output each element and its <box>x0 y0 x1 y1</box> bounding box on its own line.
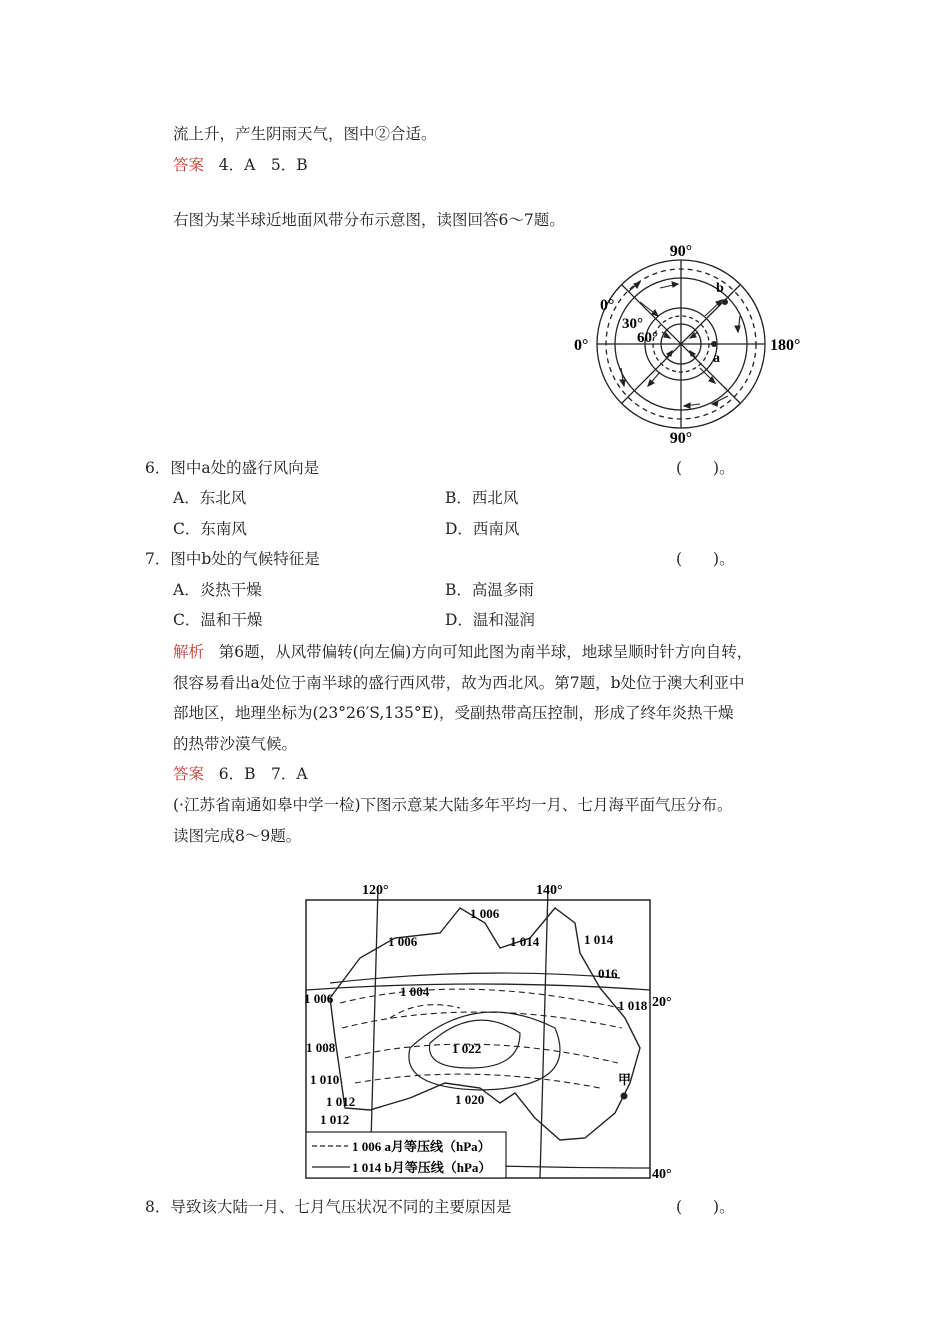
answer-text: 6．B 7．A <box>218 765 308 783</box>
question-7: 7．图中b处的气候特征是 <box>145 550 320 568</box>
label-a: a <box>713 351 720 366</box>
label-lon-140: 140° <box>536 883 563 898</box>
isobar-label: 1 006 <box>470 906 500 921</box>
question-6: 6．图中a处的盛行风向是 <box>145 459 320 477</box>
answer-line-1 <box>173 155 308 175</box>
label-90-bottom: 90° <box>669 430 693 447</box>
wind-belt-diagram <box>560 238 820 448</box>
isobar-label: 1 008 <box>306 1040 336 1055</box>
label-30: 30° <box>622 316 643 332</box>
q6-option-d: D．西南风 <box>445 520 520 538</box>
question-6-paren: ( )。 <box>676 459 735 477</box>
question-8-paren: ( )。 <box>676 1198 735 1216</box>
isobar-label-jia: 甲 <box>618 1072 632 1087</box>
q7-option-c: C．温和干燥 <box>173 611 263 629</box>
label-lat-20: 20° <box>652 995 672 1010</box>
label-0-upper: 0° <box>600 297 615 314</box>
isobar-label: 1 018 <box>618 998 648 1013</box>
q6-option-a: A．东北风 <box>173 489 247 507</box>
label-0-left: 0° <box>574 337 589 354</box>
answer-text: 4．A 5．B <box>218 156 308 174</box>
q6-option-c: C．东南风 <box>173 520 247 538</box>
intro-6-7: 右图为某半球近地面风带分布示意图，读图回答6～7题。 <box>173 211 565 229</box>
answer-line-2 <box>173 764 308 784</box>
q7-option-a: A．炎热干燥 <box>173 581 262 599</box>
explanation-line-4: 的热带沙漠气候。 <box>173 735 298 753</box>
isobar-label: 016 <box>598 966 618 981</box>
question-8: 8．导致该大陆一月、七月气压状况不同的主要原因是 <box>145 1198 512 1216</box>
q6-option-b: B．西北风 <box>445 489 519 507</box>
isobar-label: 1 022 <box>452 1041 482 1056</box>
text-line: 流上升，产生阴雨天气，图中②合适。 <box>173 125 437 143</box>
label-lon-120: 120° <box>362 883 389 898</box>
explanation-text-1: 第6题，从风带偏转(向左偏)方向可知此图为南半球，地球呈顺时针方向自转， <box>218 643 753 661</box>
legend-b: 1 014 b月等压线（hPa） <box>352 1160 492 1175</box>
intro-8-9-line-2: 读图完成8～9题。 <box>173 827 302 845</box>
q7-option-d: D．温和湿润 <box>445 611 535 629</box>
label-90-top: 90° <box>669 243 693 260</box>
explanation-label: 解析 <box>173 643 205 661</box>
isobar-label: 1 012 <box>326 1094 356 1109</box>
label-180-right: 180° <box>770 337 801 354</box>
answer-label: 答案 <box>173 156 205 174</box>
isobar-label: 1 010 <box>310 1072 340 1087</box>
label-60: 60° <box>637 330 658 346</box>
isobar-label: 1 006 <box>304 991 334 1006</box>
isobar-label: 1 012 <box>320 1112 350 1127</box>
isobar-label: 1 014 <box>584 932 614 947</box>
explanation-line-1 <box>173 642 752 662</box>
isobar-label: 1 020 <box>455 1092 485 1107</box>
question-7-paren: ( )。 <box>676 550 735 568</box>
isobar-map <box>300 878 690 1183</box>
explanation-line-2: 很容易看出a处位于南半球的盛行西风带，故为西北风。第7题，b处位于澳大利亚中 <box>173 674 745 692</box>
isobar-label: 1 014 <box>510 934 540 949</box>
intro-8-9-line-1: (·江苏省南通如皋中学一检)下图示意某大陆多年平均一月、七月海平面气压分布。 <box>173 796 733 814</box>
legend-a: 1 006 a月等压线（hPa） <box>352 1139 491 1154</box>
label-b: b <box>716 281 724 296</box>
isobar-label: 1 004 <box>400 984 430 999</box>
isobar-label: 1 006 <box>388 934 418 949</box>
explanation-line-3: 部地区，地理坐标为(23°26′S,135°E)，受副热带高压控制，形成了终年炎热干燥 <box>173 704 734 722</box>
q7-option-b: B．高温多雨 <box>445 581 534 599</box>
answer-label: 答案 <box>173 765 205 783</box>
label-lat-40: 40° <box>652 1167 672 1182</box>
